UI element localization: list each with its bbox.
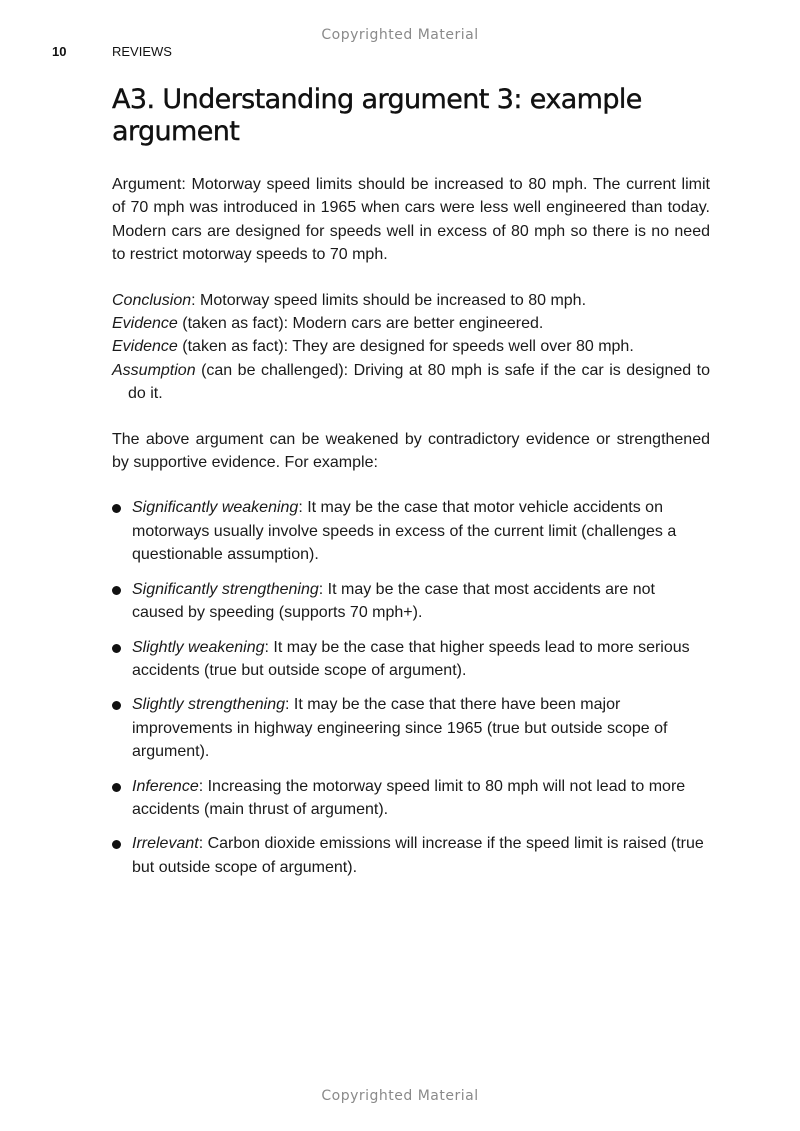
copyright-watermark-top: Copyrighted Material: [321, 27, 479, 43]
page-title: A3. Understanding argument 3: example argument: [112, 84, 642, 147]
bullet-text: : It may be the case that there have been major improvements in highway engineering since 1965 (true but outside scope of argument).: [132, 696, 668, 761]
section-label: REVIEWS: [112, 44, 172, 59]
bullet-term: Significantly weakening: [132, 499, 299, 517]
bullet-term: Slightly weakening: [132, 638, 265, 656]
breakdown-text: (can be challenged): Driving at 80 mph is safe if the car is designed to do it.: [128, 361, 710, 403]
bullet-text: : It may be the case that most accidents are not caused by speeding (supports 70 mph+).: [132, 580, 655, 622]
example-intro-paragraph: The above argument can be weakened by contradictory evidence or strengthened by supportive evidence. For example:: [112, 430, 710, 472]
breakdown-term: Conclusion: [112, 291, 192, 309]
bullet-icon: [112, 783, 121, 792]
bullet-text: : It may be the case that higher speeds lead to more serious accidents (true but outside scope of argument).: [132, 638, 690, 679]
bullet-text: : Increasing the motorway speed limit to 80 mph will not lead to more accidents (main thrust of argument).: [132, 777, 686, 818]
bullet-term: Slightly strengthening: [132, 696, 285, 714]
argument-breakdown: [112, 289, 710, 406]
list-item: [112, 775, 710, 822]
bullet-icon: [112, 504, 121, 513]
breakdown-evidence-1: [112, 312, 710, 335]
breakdown-term: Evidence: [112, 315, 178, 333]
argument-paragraph: Argument: Motorway speed limits should be increased to 80 mph. The current limit of 70 mph was introduced in 1965 when cars were less well engineered than today. Modern cars are designed for speeds well in excess of 80 mph so there is no need to restrict motorway speeds to 70 mph.: [112, 176, 710, 264]
running-head: [52, 44, 172, 59]
bullet-icon: [112, 644, 121, 653]
page-number: 10: [52, 44, 67, 59]
list-item: [112, 832, 710, 879]
copyright-watermark-bottom: Copyrighted Material: [321, 1088, 479, 1104]
list-item: [112, 578, 710, 625]
list-item: [112, 636, 710, 683]
bullet-icon: [112, 840, 121, 849]
bullet-term: Inference: [132, 777, 199, 795]
breakdown-conclusion: [112, 289, 710, 312]
breakdown-term: Assumption: [112, 361, 196, 379]
breakdown-assumption: [112, 359, 710, 406]
list-item: [112, 693, 710, 763]
list-item: [112, 496, 710, 566]
breakdown-text: (taken as fact): They are designed for speeds well over 80 mph.: [177, 338, 634, 356]
breakdown-evidence-2: [112, 335, 710, 358]
breakdown-term: Evidence: [112, 338, 178, 356]
bullet-icon: [112, 701, 121, 710]
bullet-icon: [112, 586, 121, 595]
bullet-text: : Carbon dioxide emissions will increase if the speed limit is raised (true but outside scope of argument).: [132, 835, 704, 876]
breakdown-text: (taken as fact): Modern cars are better engineered.: [177, 315, 544, 333]
bullet-term: Significantly strengthening: [132, 580, 319, 598]
evidence-examples-list: [112, 496, 710, 879]
breakdown-text: : Motorway speed limits should be increased to 80 mph.: [191, 291, 587, 309]
bullet-term: Irrelevant: [132, 835, 199, 853]
page-content: [112, 84, 710, 890]
bullet-text: : It may be the case that motor vehicle accidents on motorways usually involve speeds in excess of the current limit (challenges a questionable assumption).: [132, 499, 677, 564]
